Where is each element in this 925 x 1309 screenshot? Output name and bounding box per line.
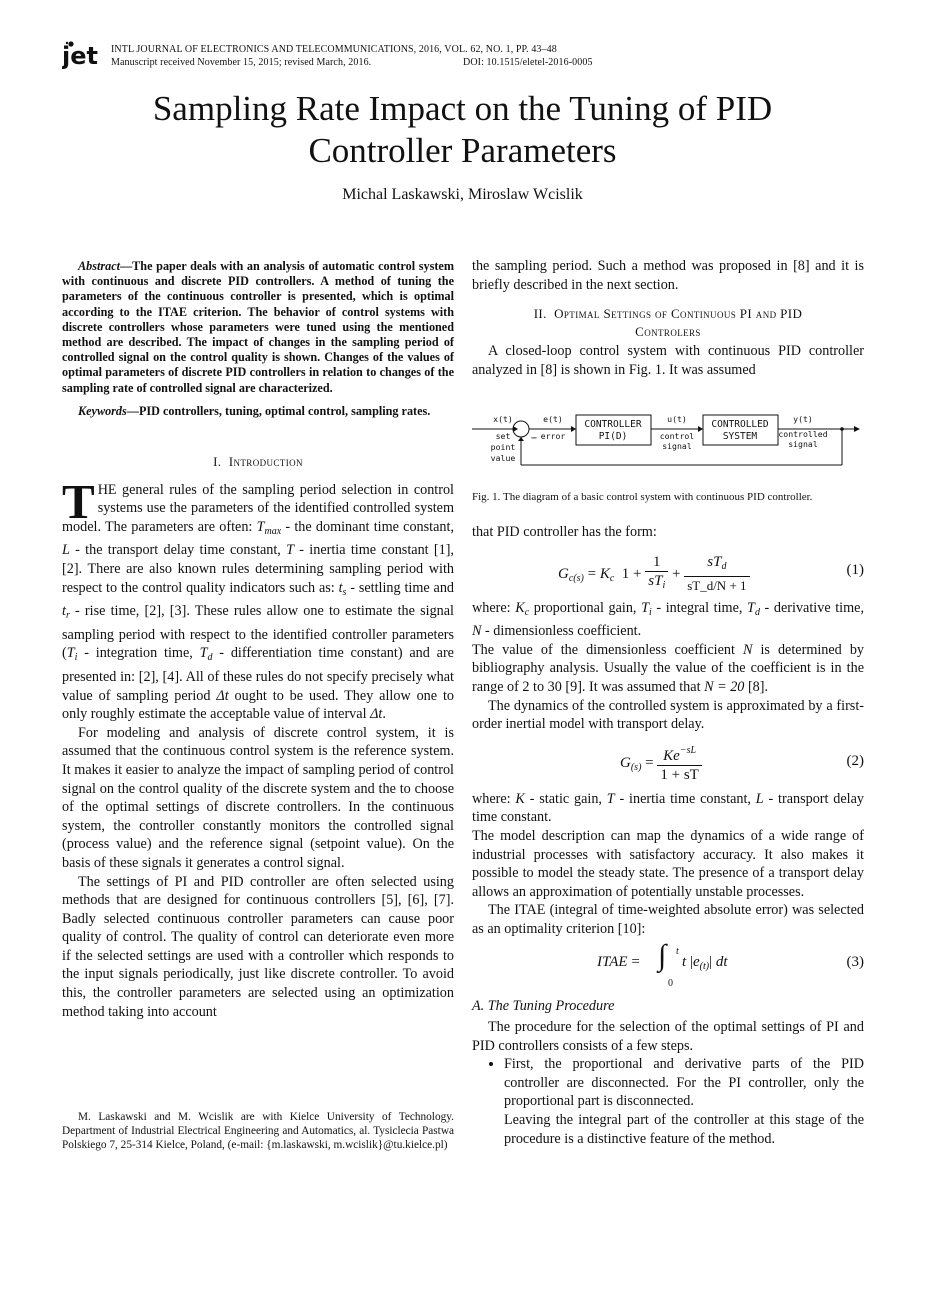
intro-paragraph-2: For modeling and analysis of discrete control system, it is assumed that the continuous control system is the reference system. It makes it easier to analyze the impact of sampling period of control signal on the control quality of the discrete system and the to choose of the optimal settings of discrete controllers. In the continuous system, the controller constantly monitors the controlled signal (process value) and the reference signal (setpoint value). On the basis of these signals it generates a control signal.: [62, 724, 454, 871]
figure-caption: Fig. 1. The diagram of a basic control system with continuous PID controller.: [472, 491, 813, 503]
section-title-line-1: Optimal Settings of Continuous PI and PID: [554, 306, 803, 322]
received-line: Manuscript received November 15, 2015; revised March, 2016.: [111, 57, 372, 68]
section-title-line-2: Controlers: [635, 324, 701, 340]
title-line-1: Sampling Rate Impact on the Tuning of PID: [152, 89, 773, 128]
where-1: where: $K_c$ proportional gain, $T_i$ - integral time, $T_d$ - derivative time, N - dimensionless coefficient.: [472, 599, 864, 640]
equation-3: ITAE = ∫ t 0 t $|e_{(t)}|$ dt (3): [597, 938, 864, 989]
svg-text:error: error: [540, 431, 566, 441]
paragraph-N: The value of the dimensionless coefficient N is determined by bibliography analysis. Usually the value of the coefficient is in the range of 2 to 30 [9]. It was assumed that N = 20 [8].: [472, 641, 865, 695]
intro-paragraph-1: THE general rules of the sampling period selection in control systems use the parameters of the identified controlled system model. The parameters are often: $T_{max}$ - the dominant time constant, L - the transport delay time constant, T - inertia time constant [1], [2]. There are also known rules determining sampling period with respect to the control quality indicators such as: $t_s$ - settling time and $t_r$ - rise time, [2], [3]. These rules allow one to estimate the signal sampling period with respect to the identified controller parameters ($T_i$ - integration time, $T_d$ - differentiation time constant) and are presented in: [2], [4]. All of these rules do not specify precisely what value of sampling period Δt ought to be used. They allow one to only roughly estimate the acceptable value of interval Δt.: [62, 473, 455, 723]
controller-label: CONTROLLER: [584, 419, 642, 430]
subsection-heading: A. The Tuning Procedure: [472, 997, 615, 1014]
equation-1: $G_{c(s)} = K_c$ 1 + $\frac{1}{sT_i}$ + $\frac{sT_d}{sT\_d/N + 1}$ (1): [558, 553, 864, 594]
svg-text:signal: signal: [788, 439, 818, 449]
svg-text:SYSTEM: SYSTEM: [722, 431, 758, 442]
svg-text:value: value: [490, 453, 516, 463]
label-y: y(t): [793, 414, 813, 424]
abstract-text: —The paper deals with an analysis of automatic control system with continuous and discrete PID controllers. A method of tuning the parameters of the continuous controller is presented, which is optimal according to the ITAE criterion. The behavior of control systems with discrete controllers whose parameters were tuned using the mentioned method are described. The impact of changes in the sampling period of controlled signal on the control quality is shown. Changes of the values of optimal parameters of discrete PID controllers in relation to changes of the sampling rate of controlled signal are characterized.: [62, 259, 454, 395]
abstract: [62, 259, 454, 396]
authors: Michal Laskawski, Miroslaw Wcislik: [342, 186, 583, 203]
section-heading-intro: [62, 453, 454, 472]
label-u: u(t): [667, 414, 687, 424]
drop-cap: T: [62, 473, 95, 529]
svg-text:−: −: [530, 433, 538, 444]
arrow-in: [513, 426, 518, 432]
paper-title: [60, 88, 865, 172]
section-number: II.: [533, 306, 547, 322]
intro-paragraph-3: The settings of PI and PID controller are often selected using methods that are designed for continuous controllers [5], [6], [7]. Badly selected continuous controller parameters can cause poor quality of control. The quality of control can deteriorate even more if the selected settings are used with a controller which responds to the input signals periodically, just like discrete controller. To avoid this, the controller parameters are selected using an optimization method taking into account: [62, 873, 454, 1020]
keywords: [62, 404, 454, 419]
right-column-bottom: [472, 523, 864, 1148]
svg-text:PI(D): PI(D): [598, 431, 628, 442]
section-heading-2: [472, 305, 864, 341]
where-2: where: K - static gain, T - inertia time constant, L - transport delay time constant.: [472, 790, 864, 826]
block-diagram: [470, 408, 865, 470]
logo-text: jet: [62, 42, 98, 70]
paragraph-dynamics: The dynamics of the controlled system is approximated by a first-order inertial model with transport delay.: [472, 697, 864, 733]
paragraph-itae: The ITAE (integral of time-weighted absolute error) was selected as an optimality criterion [10]:: [472, 902, 864, 937]
svg-text:point: point: [490, 442, 516, 452]
keywords-text: —PID controllers, tuning, optimal control, sampling rates.: [126, 403, 431, 418]
doi: DOI: 10.1515/eletel-2016-0005: [463, 57, 593, 68]
journal-line: INTL JOURNAL OF ELECTRONICS AND TELECOMMUNICATIONS, 2016, VOL. 62, NO. 1, PP. 43–48: [111, 44, 557, 55]
svg-text:set: set: [495, 431, 511, 441]
arrow-out: [854, 426, 860, 432]
svg-text:signal: signal: [662, 441, 692, 451]
procedure-list: [472, 1055, 864, 1148]
section-number: I.: [213, 454, 222, 470]
paragraph-continuation: the sampling period. Such a method was proposed in [8] and it is briefly described in the next section.: [472, 258, 864, 293]
left-column: [62, 259, 454, 1021]
svg-text:control: control: [659, 431, 695, 441]
journal-logo: [62, 40, 102, 74]
keywords-label: Keywords: [78, 403, 127, 418]
right-column-top: [472, 257, 864, 379]
svg-text:controlled: controlled: [778, 429, 828, 439]
label-e: e(t): [543, 414, 563, 424]
system-label: CONTROLLED: [711, 419, 769, 430]
paragraph-model: The model description can map the dynamics of a wide range of industrial processes with satisfactory accuracy. It also makes it possible to model the steady state. The presence of a transport delay allows an approximation of potentially unstable processes.: [472, 827, 864, 900]
footnote: M. Laskawski and M. Wcislik are with Kielce University of Technology. Department of Industrial Electrical Engineering and Automatics, al. Tysiclecia Pastwa Polskiego 7, 25-314 Kielce, Poland, (e-mail: {m.laskawski, m.wcislik}@tu.kielce.pl): [62, 1111, 454, 1152]
section-title: Introduction: [228, 454, 303, 470]
journal-header: [111, 43, 593, 69]
label-x: x(t): [493, 414, 513, 424]
section2-paragraph: A closed-loop control system with continuous PID controller analyzed in [8] is shown in Fig. 1. It was assumed: [472, 343, 864, 378]
form-intro: that PID controller has the form:: [472, 524, 657, 540]
title-line-2: Controller Parameters: [308, 131, 617, 170]
paragraph-procedure: The procedure for the selection of the optimal settings of PI and PID controllers consists of a few steps.: [472, 1019, 864, 1054]
list-item: • First, the proportional and derivative parts of the PID controller are disconnected. For the PI controller, only the proportional part is disconnected. Leaving the integral part of the controller at this stage of the procedure is a distinctive feature of the method.: [504, 1055, 864, 1148]
abstract-label: Abstract: [78, 259, 120, 273]
equation-2: $G_{(s)}$ = $\frac{Ke^{-sL}}{1 + sT}$ (2): [472, 740, 864, 790]
